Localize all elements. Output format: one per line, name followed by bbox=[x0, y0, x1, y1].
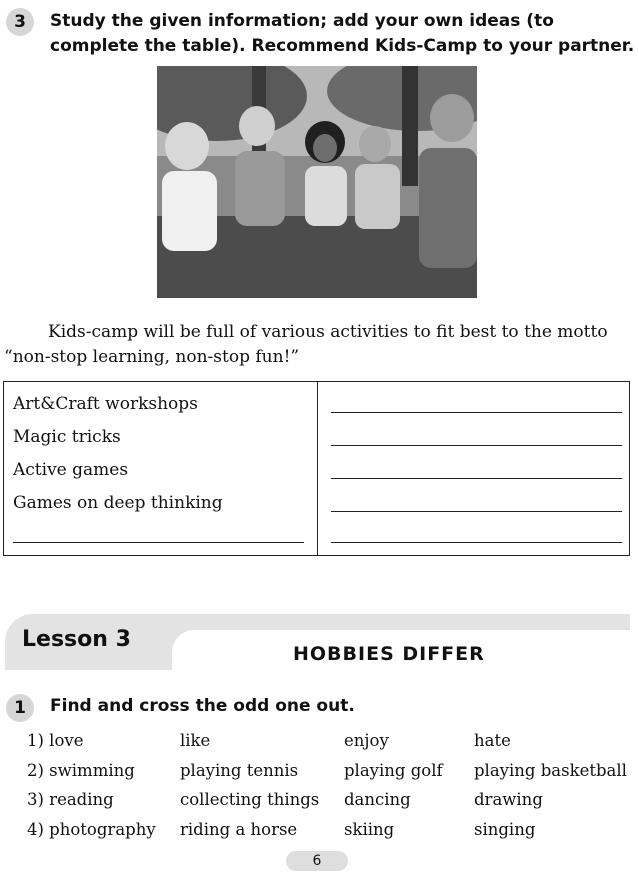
word-option[interactable]: 2) swimming bbox=[27, 761, 135, 780]
word-option[interactable]: enjoy bbox=[344, 731, 389, 750]
blank-line-right-5[interactable] bbox=[331, 542, 622, 543]
blank-line-right-1[interactable] bbox=[331, 412, 622, 413]
word-option[interactable]: playing golf bbox=[344, 761, 443, 780]
table-row: Magic tricks bbox=[13, 427, 121, 447]
word-option[interactable]: 4) photography bbox=[27, 820, 156, 839]
intro-paragraph bbox=[4, 320, 634, 370]
word-option[interactable]: riding a horse bbox=[180, 820, 298, 839]
page-number-text: 6 bbox=[312, 853, 322, 869]
blank-line-right-2[interactable] bbox=[331, 445, 622, 446]
page-number bbox=[286, 851, 348, 871]
word-option[interactable]: playing tennis bbox=[180, 761, 299, 780]
word-option[interactable]: like bbox=[180, 731, 211, 750]
activities-table bbox=[3, 381, 630, 556]
word-option[interactable]: dancing bbox=[344, 790, 411, 809]
task-title: Study the given information; add your own ideas (to complete the table). Recommend Kids-Camp to your partner. bbox=[50, 11, 635, 56]
word-option[interactable]: singing bbox=[474, 820, 536, 839]
task-number: 1 bbox=[14, 698, 26, 718]
blank-line-right-3[interactable] bbox=[331, 478, 622, 479]
blank-line-right-4[interactable] bbox=[331, 511, 622, 512]
word-option[interactable]: hate bbox=[474, 731, 511, 750]
blank-line-left[interactable] bbox=[13, 542, 304, 543]
word-option[interactable]: playing basketball bbox=[474, 761, 627, 780]
task-title: Find and cross the odd one out. bbox=[50, 696, 355, 716]
task-number-badge bbox=[6, 694, 34, 722]
table-row: Games on deep thinking bbox=[13, 493, 223, 513]
kids-photo bbox=[157, 66, 477, 298]
lesson-label: Lesson 3 bbox=[22, 627, 131, 652]
task-number: 3 bbox=[14, 12, 26, 32]
word-option[interactable]: skiing bbox=[344, 820, 395, 839]
word-option[interactable]: 3) reading bbox=[27, 790, 114, 809]
word-option[interactable]: collecting things bbox=[180, 790, 320, 809]
lesson-title: HOBBIES DIFFER bbox=[293, 643, 485, 665]
table-row: Art&Craft workshops bbox=[13, 394, 198, 414]
intro-text: Kids-camp will be full of various activities to fit best to the motto “non-stop learning, non-stop fun!” bbox=[4, 322, 608, 367]
task-number-badge bbox=[6, 8, 34, 36]
word-option[interactable]: 1) love bbox=[27, 731, 84, 750]
word-option[interactable]: drawing bbox=[474, 790, 543, 809]
table-divider bbox=[317, 382, 318, 555]
table-row: Active games bbox=[13, 460, 129, 480]
